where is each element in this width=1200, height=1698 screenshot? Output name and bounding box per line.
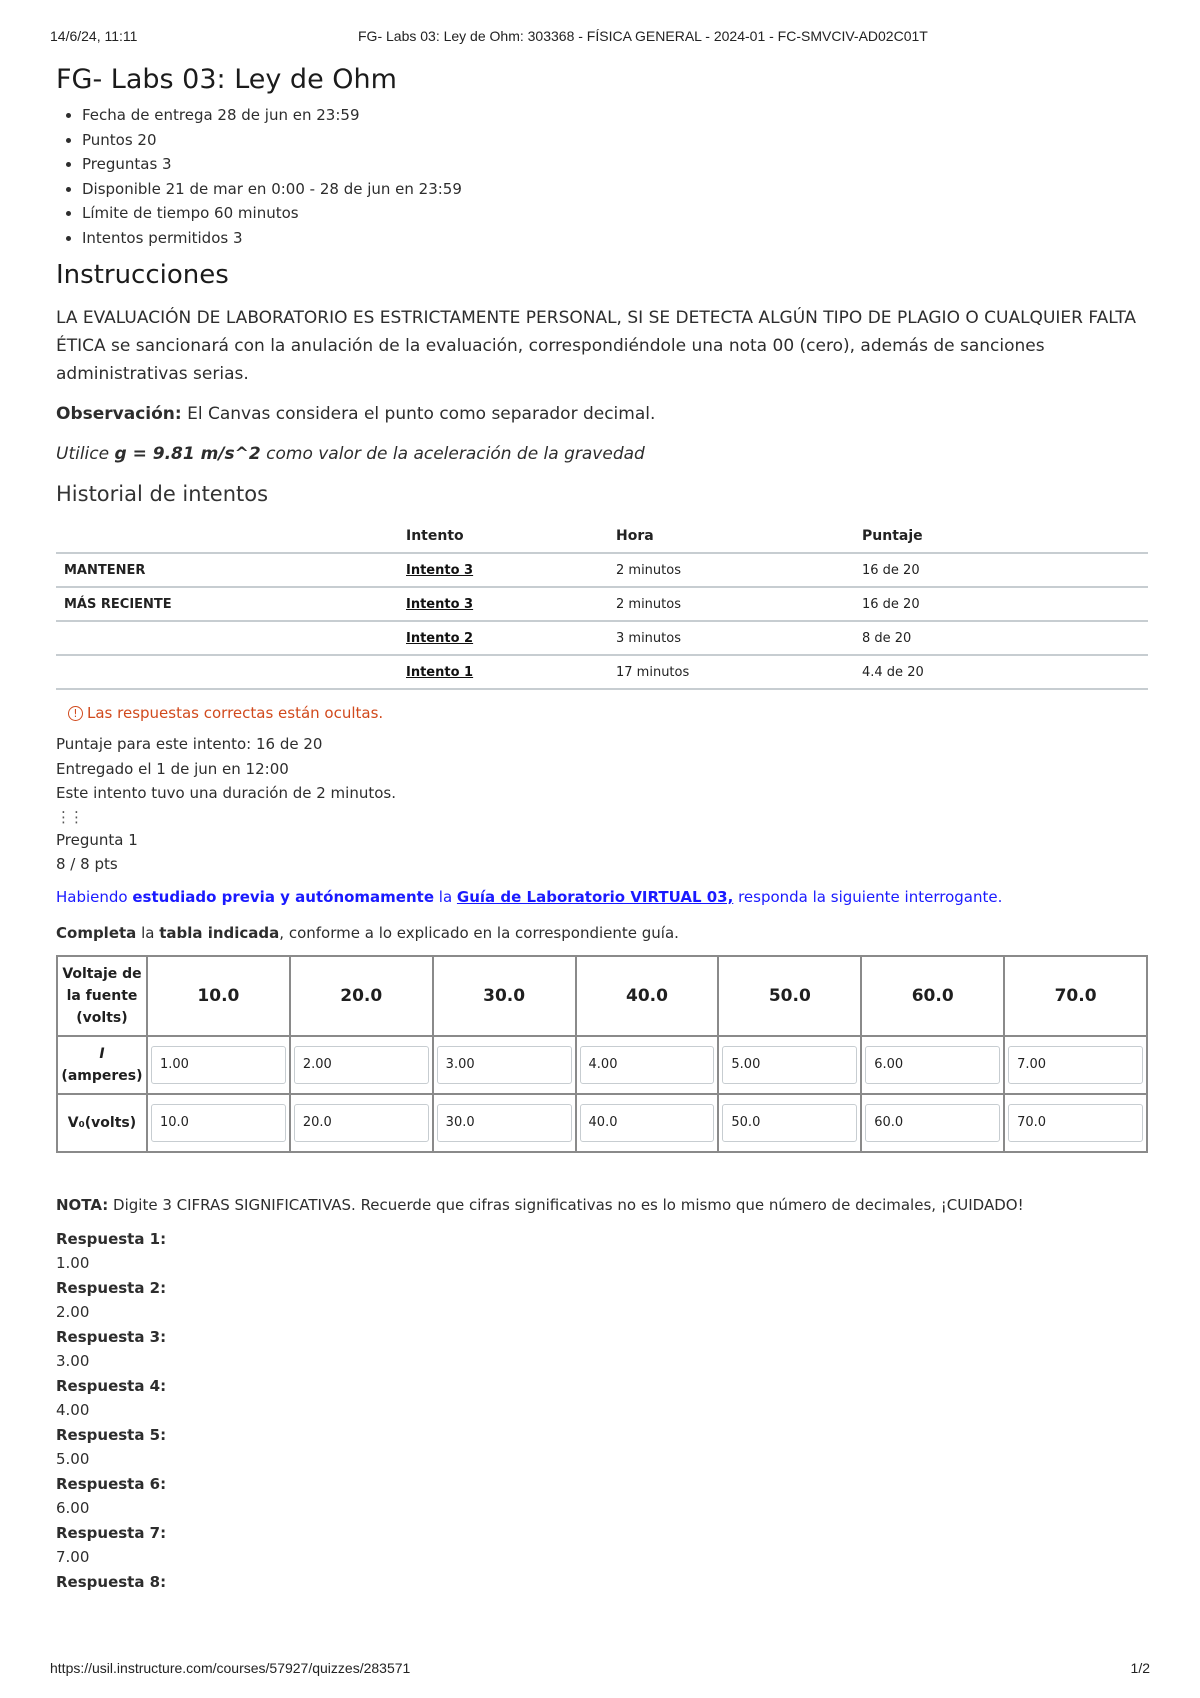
answer-label: Respuesta 6: [56, 1474, 167, 1493]
gravity-note [56, 440, 1148, 468]
answer-input[interactable] [294, 1046, 429, 1084]
history-header-attempt: Intento [398, 520, 608, 553]
quiz-details-list [56, 103, 1148, 250]
answer-label: Respuesta 4: [56, 1376, 167, 1395]
attempt-meta [56, 732, 1148, 877]
answer-label: Respuesta 1: [56, 1229, 167, 1248]
voltage-value: 10.0 [147, 956, 290, 1036]
answer-input[interactable] [1008, 1046, 1143, 1084]
answer-input[interactable] [437, 1104, 572, 1142]
answer-label: Respuesta 3: [56, 1327, 167, 1346]
answer-value: 1.00 [56, 1254, 90, 1272]
attempt-score-line: Puntaje para este intento: 16 de 20 [56, 735, 323, 753]
page-title: FG- Labs 03: Ley de Ohm [56, 64, 397, 95]
history-header-time: Hora [608, 520, 854, 553]
answer-input[interactable] [580, 1046, 715, 1084]
ohm-law-table [56, 955, 1148, 1153]
answer-cell [290, 1036, 433, 1094]
attempt-duration-line: Este intento tuvo una duración de 2 minutos. [56, 784, 396, 802]
hidden-answers-notice [68, 704, 1148, 722]
questions-count: • Preguntas 3 [82, 152, 1148, 177]
question-text [56, 885, 1148, 909]
complete-part: , conforme a lo explicado en la correspondiente guía. [279, 923, 679, 942]
answer-cell [718, 1036, 861, 1094]
question-text-part: Habiendo [56, 887, 133, 906]
answer-value: 2.00 [56, 1303, 90, 1321]
question-instruction [56, 921, 1148, 945]
note [56, 1193, 1148, 1217]
attempt-score: 16 de 20 [854, 587, 1148, 621]
answer-cell [147, 1094, 290, 1152]
attempt-link[interactable]: Intento 3 [406, 562, 474, 578]
instructions-paragraph: LA EVALUACIÓN DE LABORATORIO ES ESTRICTAMENTE PERSONAL, SI SE DETECTA ALGÚN TIPO DE PLAGIO O CUALQUIER FALTA ÉTICA se sancionará con la anulación de la evaluación, correspondiéndole una nota 00 (cero), además de sanciones administrativas serias. [56, 308, 1137, 384]
points: • Puntos 20 [82, 128, 1148, 153]
print-footer [50, 1660, 1150, 1676]
gravity-prefix: Utilice [56, 444, 115, 464]
question-text-bold: estudiado previa y autónomamente [132, 887, 435, 906]
voltage-r-row [57, 1094, 1147, 1152]
gravity-suffix: como valor de la aceleración de la gravedad [260, 444, 645, 464]
attempt-time: 17 minutos [608, 655, 854, 689]
observation-label: Observación: [56, 404, 182, 424]
attempt-time: 2 minutos [608, 587, 854, 621]
question-text-part: la [434, 887, 457, 906]
quiz-content [56, 64, 1148, 1594]
question-label: Pregunta 1 [56, 830, 138, 849]
answer-input[interactable] [580, 1104, 715, 1142]
answer-label: Respuesta 8: [56, 1572, 167, 1591]
answer-cell [718, 1094, 861, 1152]
table-row [56, 553, 1148, 587]
page-number: 1/2 [1130, 1660, 1150, 1676]
voltage-value: 40.0 [576, 956, 719, 1036]
attempt-cell [398, 655, 608, 689]
print-doc-title: FG- Labs 03: Ley de Ohm: 303368 - FÍSICA GENERAL - 2024-01 - FC-SMVCIV-AD02C01T [358, 28, 928, 44]
attempt-link[interactable]: Intento 2 [406, 630, 474, 646]
answer-value: 4.00 [56, 1401, 90, 1419]
answer-cell [433, 1036, 576, 1094]
answer-input[interactable] [865, 1046, 1000, 1084]
answer-cell [576, 1036, 719, 1094]
attempt-submitted-line: Entregado el 1 de jun en 12:00 [56, 759, 289, 778]
voltage-header-row [57, 956, 1147, 1036]
table-row [56, 655, 1148, 689]
attempt-link[interactable]: Intento 3 [406, 596, 474, 612]
answer-cell [576, 1094, 719, 1152]
attempt-cell [398, 621, 608, 655]
current-unit: (amperes) [61, 1067, 143, 1084]
lab-guide-link[interactable]: Guía de Laboratorio VIRTUAL 03, [456, 887, 734, 906]
table-row [56, 587, 1148, 621]
attempt-score: 8 de 20 [854, 621, 1148, 655]
voltage-row-label: Voltaje de la fuente (volts) [57, 956, 147, 1036]
attempt-history-table [56, 520, 1148, 690]
attempt-flag: MÁS RECIENTE [56, 587, 398, 621]
question-text-part: responda la siguiente interrogante. [733, 887, 1003, 906]
voltage-value: 20.0 [290, 956, 433, 1036]
instructions-heading: Instrucciones [56, 260, 229, 290]
answer-value: 7.00 [56, 1548, 90, 1566]
answers-list [56, 1227, 1148, 1595]
voltage-r-row-label: V₀(volts) [57, 1094, 147, 1152]
attempt-history-title: Historial de intentos [56, 482, 269, 506]
current-symbol: I [99, 1045, 105, 1062]
voltage-value: 50.0 [718, 956, 861, 1036]
note-text: Digite 3 CIFRAS SIGNIFICATIVAS. Recuerde que cifras significativas no es lo mismo que número de decimales, ¡CUIDADO! [108, 1195, 1024, 1214]
answer-input[interactable] [437, 1046, 572, 1084]
answer-input[interactable] [151, 1104, 286, 1142]
answer-value: 3.00 [56, 1352, 90, 1370]
voltage-value: 60.0 [861, 956, 1004, 1036]
attempt-link[interactable]: Intento 1 [406, 664, 474, 680]
answer-label: Respuesta 7: [56, 1523, 167, 1542]
question-points: 8 / 8 pts [56, 855, 118, 873]
allowed-attempts: • Intentos permitidos 3 [82, 226, 1148, 251]
history-header-score: Puntaje [854, 520, 1148, 553]
time-limit: • Límite de tiempo 60 minutos [82, 201, 1148, 226]
answer-value: 5.00 [56, 1450, 90, 1468]
due-date: • Fecha de entrega 28 de jun en 23:59 [82, 103, 1148, 128]
print-date: 14/6/24, 11:11 [50, 28, 138, 44]
attempt-score: 4.4 de 20 [854, 655, 1148, 689]
attempt-score: 16 de 20 [854, 553, 1148, 587]
answer-value: 6.00 [56, 1499, 90, 1517]
observation-text: El Canvas considera el punto como separador decimal. [181, 404, 656, 424]
drag-handle-icon[interactable]: ⋮⋮ [56, 807, 82, 826]
answer-input[interactable] [865, 1104, 1000, 1142]
answer-cell [433, 1094, 576, 1152]
gravity-value: g = 9.81 m/s^2 [114, 444, 261, 464]
answer-cell [147, 1036, 290, 1094]
table-row [56, 621, 1148, 655]
attempt-time: 2 minutos [608, 553, 854, 587]
attempt-flag [56, 655, 398, 689]
availability: • Disponible 21 de mar en 0:00 - 28 de jun en 23:59 [82, 177, 1148, 202]
note-label: NOTA: [56, 1195, 109, 1214]
complete-part: la [136, 923, 160, 942]
info-icon: ! [68, 706, 83, 721]
print-url: https://usil.instructure.com/courses/57927/quizzes/283571 [50, 1660, 411, 1676]
complete-bold-table: tabla indicada [159, 923, 280, 942]
current-row-label [57, 1036, 147, 1094]
complete-bold: Completa [56, 923, 137, 942]
answer-cell [290, 1094, 433, 1152]
current-row [57, 1036, 1147, 1094]
voltage-value: 30.0 [433, 956, 576, 1036]
history-header-row [56, 520, 1148, 553]
attempt-flag [56, 621, 398, 655]
answer-cell [861, 1036, 1004, 1094]
hidden-answers-text: Las respuestas correctas están ocultas. [87, 704, 384, 722]
answer-cell [1004, 1094, 1147, 1152]
attempt-flag: MANTENER [56, 553, 398, 587]
attempt-cell [398, 587, 608, 621]
voltage-value: 70.0 [1004, 956, 1147, 1036]
answer-input[interactable] [722, 1104, 857, 1142]
answer-input[interactable] [151, 1046, 286, 1084]
answer-label: Respuesta 2: [56, 1278, 167, 1297]
answer-cell [1004, 1036, 1147, 1094]
answer-cell [861, 1094, 1004, 1152]
attempt-time: 3 minutos [608, 621, 854, 655]
attempt-cell [398, 553, 608, 587]
history-header-flag [56, 520, 398, 553]
answer-input[interactable] [294, 1104, 429, 1142]
answer-label: Respuesta 5: [56, 1425, 167, 1444]
answer-input[interactable] [722, 1046, 857, 1084]
observation [56, 400, 1148, 428]
answer-input[interactable] [1008, 1104, 1143, 1142]
